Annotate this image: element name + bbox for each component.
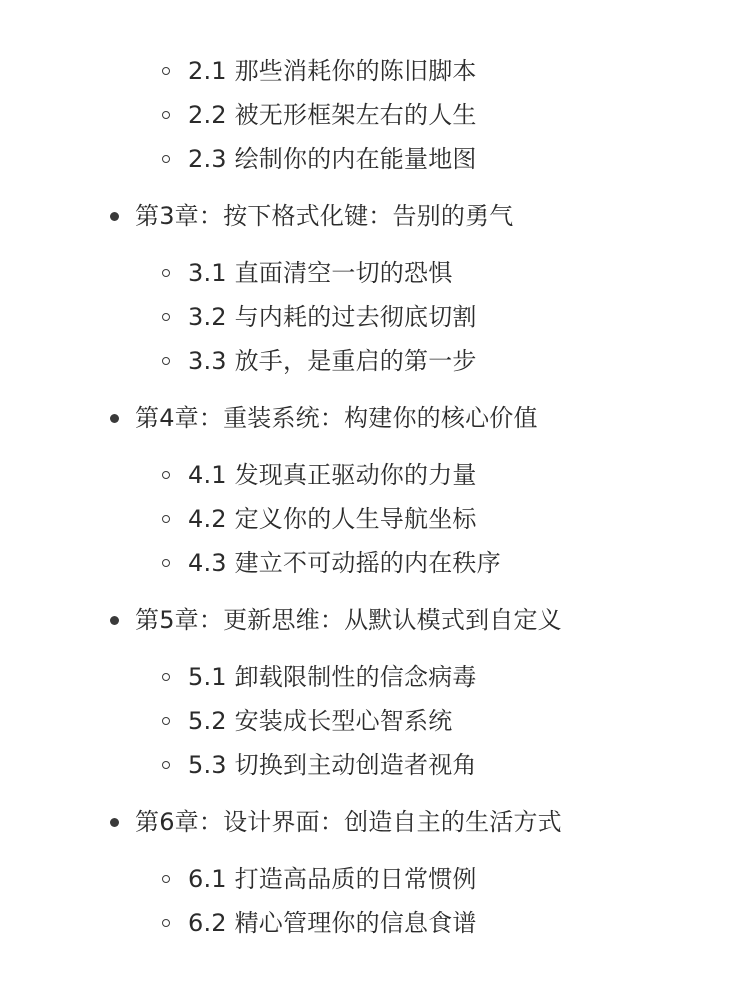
toc-section-title: 4.2 定义你的人生导航坐标 [188,505,477,533]
toc-section-title: 2.3 绘制你的内在能量地图 [188,145,477,173]
toc-section-title: 4.1 发现真正驱动你的力量 [188,461,477,489]
toc-section-title: 6.2 精心管理你的信息食谱 [188,909,477,937]
toc-section-item [162,863,477,895]
hollow-bullet-icon [162,673,170,681]
toc-section-item [162,547,501,579]
toc-chapter-title: 第4章：重装系统：构建你的核心价值 [135,404,538,432]
toc-section-item [162,99,477,131]
hollow-bullet-icon [162,875,170,883]
toc-section-title: 4.3 建立不可动摇的内在秩序 [188,549,501,577]
toc-section-item [162,55,477,87]
hollow-bullet-icon [162,761,170,769]
toc-section-title: 6.1 打造高品质的日常惯例 [188,865,477,893]
toc-section-title: 2.1 那些消耗你的陈旧脚本 [188,57,477,85]
solid-bullet-icon [110,818,119,827]
hollow-bullet-icon [162,919,170,927]
toc-section-title: 5.1 卸载限制性的信念病毒 [188,663,477,691]
toc-section-item [162,301,477,333]
hollow-bullet-icon [162,155,170,163]
hollow-bullet-icon [162,515,170,523]
hollow-bullet-icon [162,471,170,479]
toc-section-title: 5.3 切换到主动创造者视角 [188,751,477,779]
toc-chapter-title: 第6章：设计界面：创造自主的生活方式 [135,808,562,836]
hollow-bullet-icon [162,111,170,119]
toc-section-item [162,749,477,781]
toc-section-title: 5.2 安装成长型心智系统 [188,707,453,735]
hollow-bullet-icon [162,717,170,725]
toc-chapter-item [110,200,513,232]
toc-section-title: 3.2 与内耗的过去彻底切割 [188,303,477,331]
toc-section-item [162,459,477,491]
toc-section-item [162,705,452,737]
toc-chapter-title: 第5章：更新思维：从默认模式到自定义 [135,606,562,634]
toc-section-item [162,907,477,939]
toc-section-title: 3.1 直面清空一切的恐惧 [188,259,453,287]
solid-bullet-icon [110,212,119,221]
toc-section-title: 3.3 放手，是重启的第一步 [188,347,477,375]
toc-chapter-title: 第3章：按下格式化键：告别的勇气 [135,202,514,230]
toc-chapter-item [110,402,538,434]
toc-chapter-item [110,604,562,636]
hollow-bullet-icon [162,67,170,75]
hollow-bullet-icon [162,357,170,365]
toc-section-item [162,345,477,377]
hollow-bullet-icon [162,559,170,567]
solid-bullet-icon [110,414,119,423]
toc-section-item [162,143,477,175]
toc-section-item [162,661,477,693]
toc-section-item [162,257,452,289]
toc-section-title: 2.2 被无形框架左右的人生 [188,101,477,129]
hollow-bullet-icon [162,313,170,321]
toc-chapter-item [110,806,562,838]
toc-section-item [162,503,477,535]
solid-bullet-icon [110,616,119,625]
hollow-bullet-icon [162,269,170,277]
